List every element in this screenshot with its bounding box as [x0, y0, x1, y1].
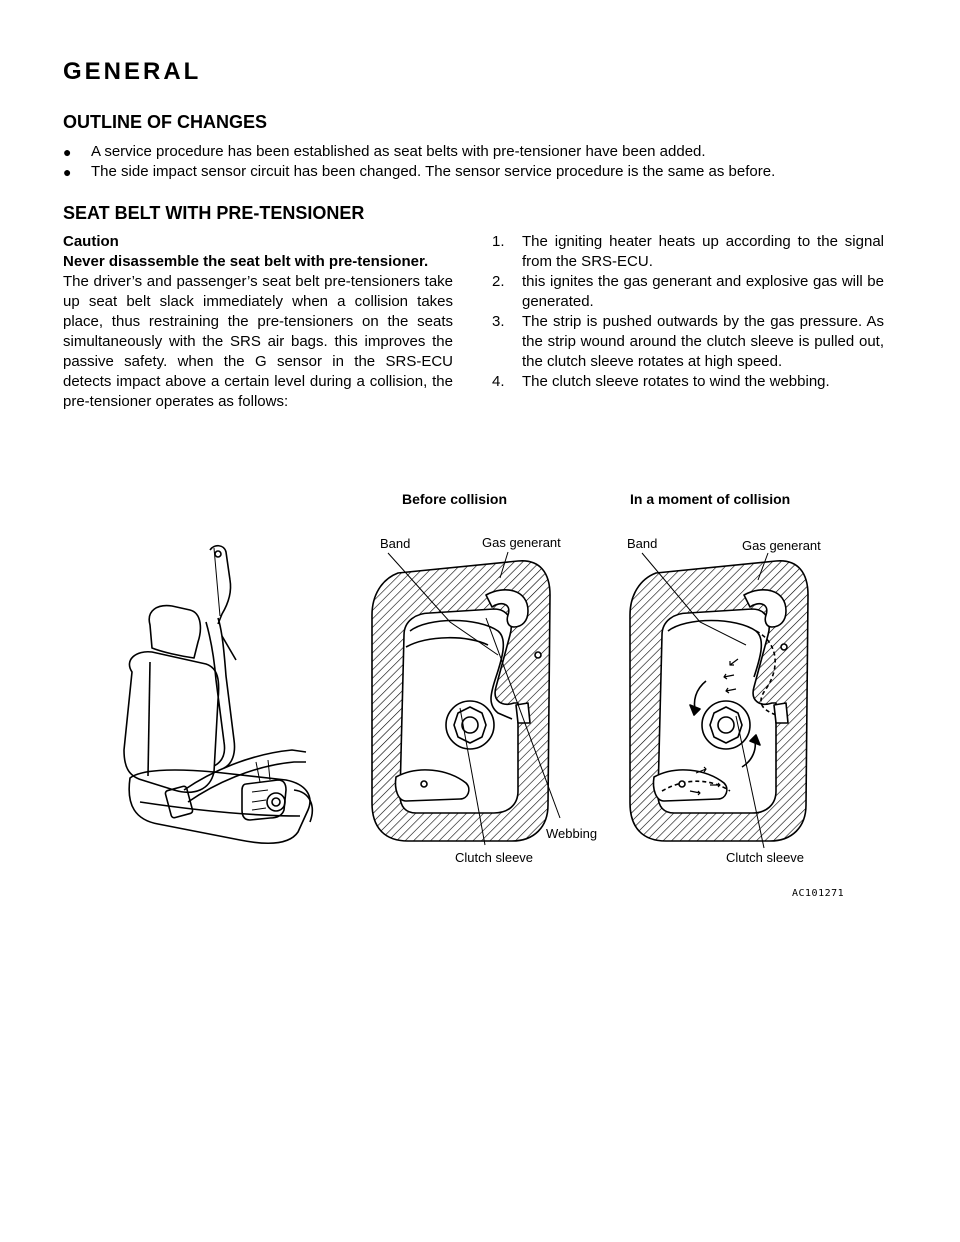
- bullet-icon: ●: [63, 144, 72, 160]
- before-collision-title: Before collision: [402, 491, 508, 507]
- step-text: The strip is pushed outwards by the gas pressure. As the strip wound around the clutch sleeve is pulled out, the clutch sleeve rotates at high speed.: [522, 313, 884, 370]
- bullet-icon: ●: [63, 164, 72, 180]
- band-label-moment: Band: [627, 536, 658, 551]
- webbing-label: Webbing: [546, 826, 598, 841]
- step-text: this ignites the gas generant and explosive gas will be generated.: [522, 273, 884, 310]
- step-number: 3.: [492, 313, 505, 330]
- clutch-sleeve-label-before: Clutch sleeve: [455, 850, 534, 865]
- bullet-text: A service procedure has been established as seat belts with pre-tensioner have been added.: [91, 143, 706, 160]
- page-title: GENERAL: [63, 58, 202, 85]
- bullet-text: The side impact sensor circuit has been changed. The sensor service procedure is the same as before.: [91, 163, 776, 180]
- moment-collision-title: In a moment of collision: [630, 491, 791, 507]
- step-number: 4.: [492, 373, 505, 390]
- step-text: The clutch sleeve rotates to wind the webbing.: [522, 373, 830, 390]
- outline-heading: OUTLINE OF CHANGES: [63, 112, 268, 132]
- band-label-before: Band: [380, 536, 411, 551]
- gas-generant-label-before: Gas generant: [482, 535, 561, 550]
- step-number: 2.: [492, 273, 505, 290]
- caution-label: Caution: [63, 233, 119, 250]
- clutch-sleeve-label-moment: Clutch sleeve: [726, 850, 805, 865]
- body-text: The driver’s and passenger’s seat belt pre-tensioners take up seat belt slack immediately when a collision takes place, thus restraining the pre-tensioners on the seats simultaneously with the SRS air bags. this improves the passive safety. when the G sensor in the SRS-ECU detects impact above a certain level during a collision, the pre-tensioner operates as follows:: [63, 273, 453, 410]
- step-number: 1.: [492, 233, 505, 250]
- gas-generant-label-moment: Gas generant: [742, 538, 821, 553]
- step-text: The igniting heater heats up according to the signal from the SRS-ECU.: [522, 233, 884, 270]
- caution-text: Never disassemble the seat belt with pre-tensioner.: [63, 253, 429, 270]
- figure-code: AC101271: [792, 888, 845, 899]
- seatbelt-heading: SEAT BELT WITH PRE-TENSIONER: [63, 203, 365, 223]
